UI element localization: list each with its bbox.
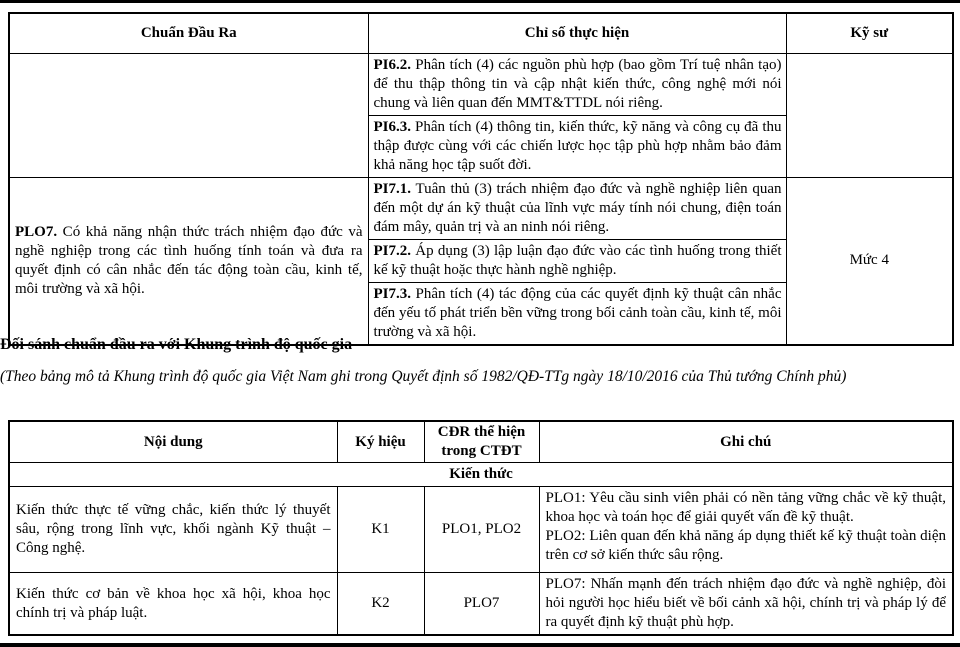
notes-k2: [539, 573, 953, 636]
indicator-label: PI7.1.: [373, 180, 411, 197]
indicator-text: Phân tích (4) thông tin, kiến thức, kỹ năng và công cụ đã thu thập được cùng với các chiến lược học tập phù hợp nhằm bảo đảm khả năng học tập suốt đời.: [373, 118, 782, 173]
plos-k2: PLO7: [424, 573, 539, 636]
note-line: PLO7: Nhấn mạnh đến trách nhiệm đạo đức và nghề nghiệp, đòi hỏi người học hiểu biết về bối cảnh xã hội, chính trị và pháp lý để ra quyết định kỹ thuật phù hợp.: [545, 576, 946, 630]
outcome-text: Có khả năng nhận thức trách nhiệm đạo đức và nghề nghiệp trong các tình huống tính toán và đưa ra quyết định có cân nhắc đến tác động toàn cầu, kinh tế, môi trường và xã hội.: [15, 223, 363, 297]
table-row: [9, 487, 953, 573]
symbol-k1: K1: [337, 487, 424, 573]
indicator-label: PI6.2.: [373, 56, 411, 73]
page-bottom-border: [0, 643, 960, 647]
note-line: PLO2: Liên quan đến khả năng áp dụng thiết kế kỹ thuật toàn diện trên cơ sở kiến thức sâu rộng.: [545, 528, 946, 563]
indicator-label: PI6.3.: [373, 118, 411, 135]
indicator-text: Phân tích (4) tác động của các quyết định kỹ thuật cân nhắc đến yếu tố phát triển bền vững trong bối cảnh toàn cầu, kinh tế, môi trường và xã hội.: [373, 285, 782, 340]
indicator-label: PI7.3.: [373, 285, 411, 302]
indicator-text: Phân tích (4) các nguồn phù hợp (bao gồm Trí tuệ nhân tạo) để thu thập thông tin và cập nhật kiến thức, công nghệ mới nói chung và liên quan đến MMT&TTDL nói riêng.: [373, 56, 782, 111]
empty-level-cell: [786, 53, 953, 177]
table-row: [9, 53, 953, 115]
notes-k1: [539, 487, 953, 573]
note-line: PLO1: Yêu cầu sinh viên phải có nền tảng vững chắc về kỹ thuật, khoa học và toán học để giải quyết vấn đề kỹ thuật.: [545, 490, 946, 525]
outcome-plo7: [9, 177, 368, 345]
indicator-pi6-3: [368, 115, 786, 177]
national-framework-table: [8, 420, 954, 636]
plos-k1: PLO1, PLO2: [424, 487, 539, 573]
citation-note: (Theo bảng mô tả Khung trình độ quốc gia Việt Nam ghi trong Quyết định số 1982/QĐ-TTg ngày 18/10/2016 của Thủ tướng Chính phủ): [0, 368, 847, 385]
header-ky-su: Kỹ sư: [786, 13, 953, 53]
content-k1: Kiến thức thực tế vững chắc, kiến thức lý thuyết sâu, rộng trong lĩnh vực, khối ngành Kỹ thuật – Công nghệ.: [9, 487, 337, 573]
table-row: [9, 177, 953, 239]
page-top-border: [0, 0, 960, 3]
header-chuan-dau-ra: Chuẩn Đầu Ra: [9, 13, 368, 53]
header-chi-so-thuc-hien: Chỉ số thực hiện: [368, 13, 786, 53]
content-k2: Kiến thức cơ bản về khoa học xã hội, khoa học chính trị và pháp luật.: [9, 573, 337, 636]
indicator-text: Áp dụng (3) lập luận đạo đức vào các tình huống trong thiết kế kỹ thuật hoặc thực hành nghề nghiệp.: [373, 242, 782, 278]
header-ky-hieu: Ký hiệu: [337, 421, 424, 463]
table-header-row: [9, 13, 953, 53]
indicator-pi7-1: [368, 177, 786, 239]
section-kien-thuc: Kiến thức: [9, 463, 953, 487]
section-heading: Đối sánh chuẩn đầu ra với Khung trình độ quốc gia: [0, 336, 353, 353]
table-row: [9, 573, 953, 636]
header-noi-dung: Nội dung: [9, 421, 337, 463]
indicator-pi7-2: [368, 239, 786, 282]
empty-outcome-cell: [9, 53, 368, 177]
symbol-k2: K2: [337, 573, 424, 636]
indicator-text: Tuân thủ (3) trách nhiệm đạo đức và nghề nghiệp liên quan đến một dự án kỹ thuật của lĩnh vực máy tính nói chung, điện toán đám mây, quản trị và an ninh nói riêng.: [373, 180, 782, 235]
indicator-pi6-2: [368, 53, 786, 115]
outcome-label: PLO7.: [15, 223, 58, 240]
header-ghi-chu: Ghi chú: [539, 421, 953, 463]
section-row: [9, 463, 953, 487]
indicator-label: PI7.2.: [373, 242, 411, 259]
level-cell: Mức 4: [786, 177, 953, 345]
table-header-row: [9, 421, 953, 463]
outcomes-indicators-table: [8, 12, 954, 346]
header-cdr-ctdt: CĐR thể hiện trong CTĐT: [424, 421, 539, 463]
